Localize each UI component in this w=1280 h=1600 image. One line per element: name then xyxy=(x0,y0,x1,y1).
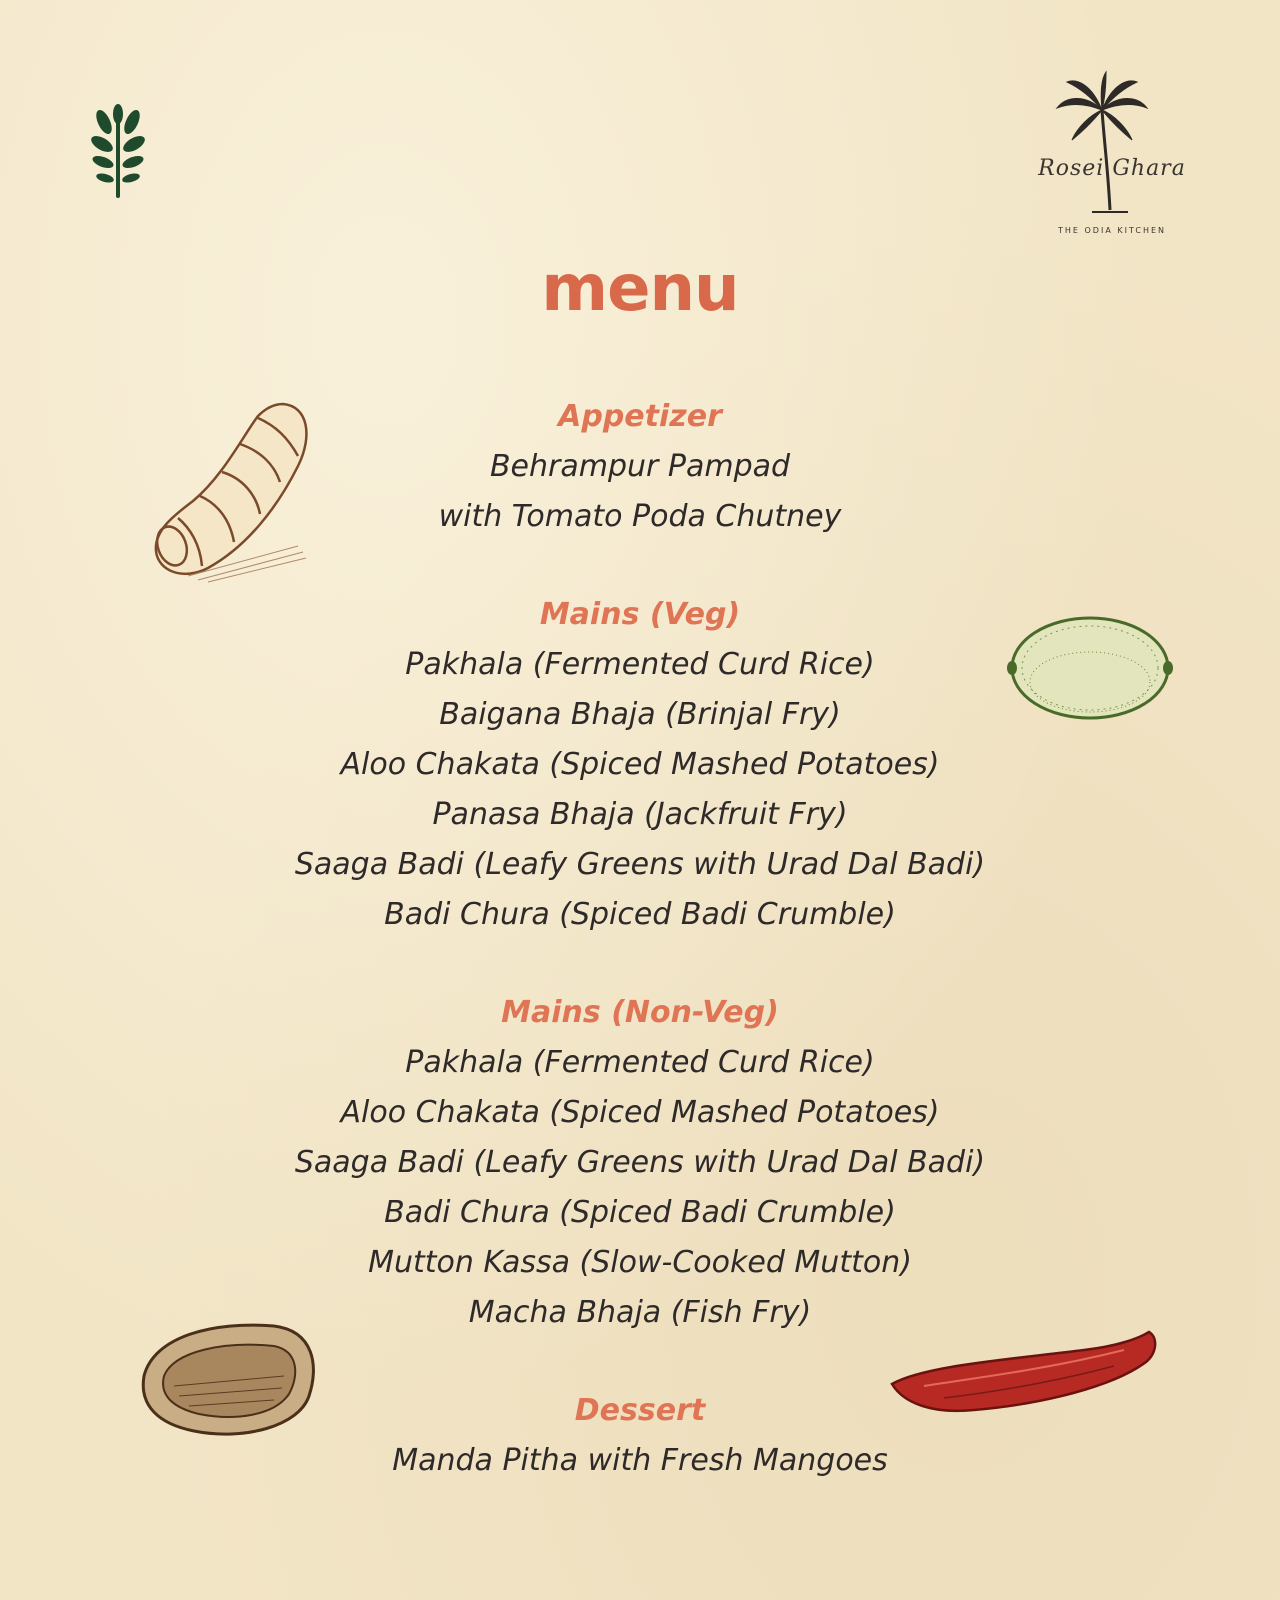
section-title: Dessert xyxy=(574,1393,706,1428)
menu-item: Aloo Chakata (Spiced Mashed Potatoes) xyxy=(340,1095,940,1130)
menu-item: Macha Bhaja (Fish Fry) xyxy=(468,1295,812,1330)
leaf-sprig-icon xyxy=(88,104,148,200)
menu-section xyxy=(0,590,1280,940)
menu-item: Badi Chura (Spiced Badi Crumble) xyxy=(384,1195,896,1230)
menu-item: Mutton Kassa (Slow-Cooked Mutton) xyxy=(368,1245,912,1280)
menu-item: Panasa Bhaja (Jackfruit Fry) xyxy=(432,797,848,832)
menu-item: Pakhala (Fermented Curd Rice) xyxy=(405,1045,875,1080)
section-title: Mains (Non-Veg) xyxy=(501,995,779,1030)
brand-tagline: THE ODIA KITCHEN xyxy=(1058,226,1166,235)
menu-item: Behrampur Pampad xyxy=(489,449,791,484)
menu-section xyxy=(0,988,1280,1338)
section-title: Mains (Veg) xyxy=(539,597,741,632)
menu-content xyxy=(0,392,1280,1534)
section-title: Appetizer xyxy=(558,399,722,434)
menu-item: Saaga Badi (Leafy Greens with Urad Dal Badi) xyxy=(294,847,986,882)
brand-logo xyxy=(1012,70,1212,240)
menu-item: Saaga Badi (Leafy Greens with Urad Dal Badi) xyxy=(294,1145,986,1180)
menu-item: Pakhala (Fermented Curd Rice) xyxy=(405,647,875,682)
page-title: menu xyxy=(541,252,739,326)
menu-section xyxy=(0,1386,1280,1486)
menu-section xyxy=(0,392,1280,542)
menu-item: Badi Chura (Spiced Badi Crumble) xyxy=(384,897,896,932)
menu-item: Manda Pitha with Fresh Mangoes xyxy=(392,1443,888,1478)
brand-name: Rosei Ghara xyxy=(1038,156,1186,181)
palm-tree-icon xyxy=(1052,70,1152,220)
menu-item: Baigana Bhaja (Brinjal Fry) xyxy=(439,697,841,732)
menu-item: with Tomato Poda Chutney xyxy=(438,499,842,534)
menu-item: Aloo Chakata (Spiced Mashed Potatoes) xyxy=(340,747,940,782)
